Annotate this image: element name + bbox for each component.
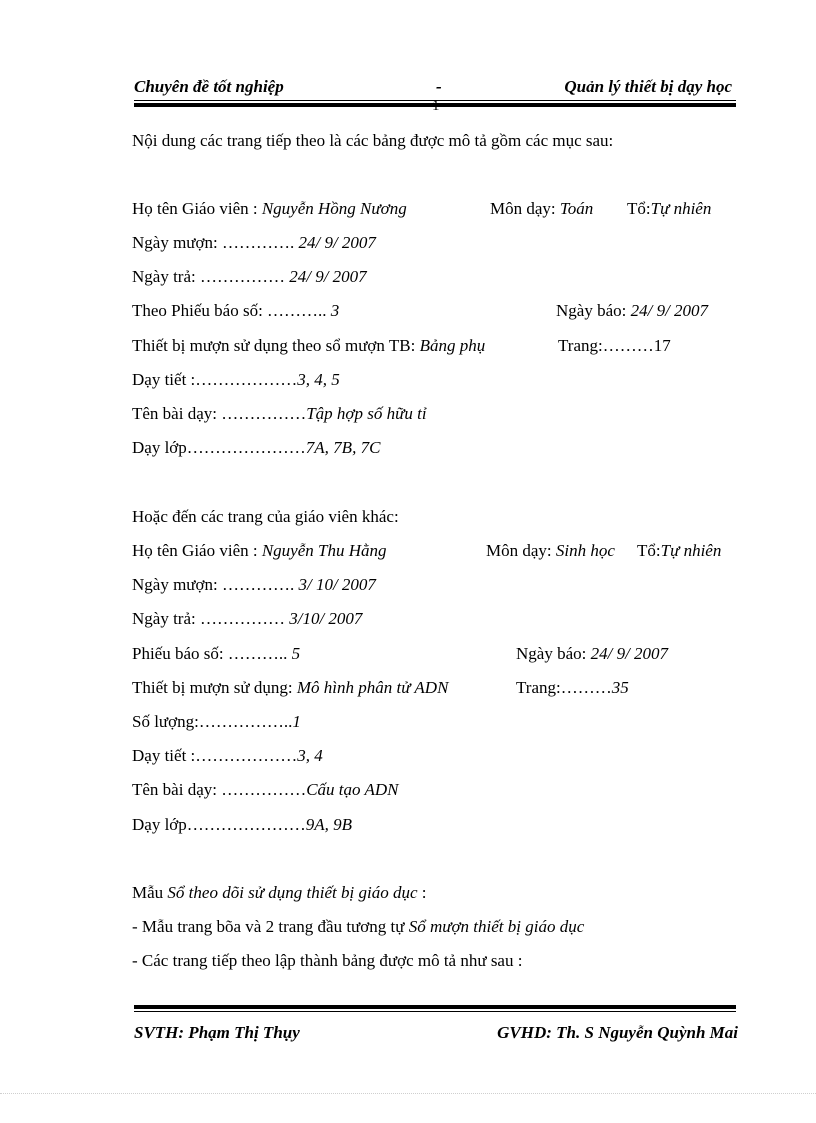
r1-lesson-label: Tên bài dạy: …………… (132, 404, 307, 423)
r2-report-date-line (516, 644, 668, 664)
r2-lesson-line (132, 780, 398, 800)
r1-teacher-value: Nguyễn Hồng Nương (261, 199, 407, 218)
footer-right: GVHD: Th. S Nguyễn Quỳnh Mai (497, 1023, 738, 1042)
r1-page-line (558, 336, 671, 356)
header-right: Quản lý thiết bị dạy học (564, 77, 732, 96)
r2-slip-label: Phiếu báo số: ……….. (132, 644, 292, 663)
footer-rule-thin (134, 1011, 736, 1012)
r1-lesson-value: Tập hợp số hữu tỉ (306, 404, 427, 423)
r1-class-line (132, 438, 380, 458)
r2-subject-line (486, 541, 615, 561)
r1-group-label: Tổ: (627, 199, 651, 218)
r2-page-value: 35 (611, 678, 629, 697)
r2-slip-value: 5 (291, 644, 301, 663)
r1-borrow-line (132, 233, 376, 253)
r2-teacher-value: Nguyễn Thu Hằng (261, 541, 387, 560)
r2-period-value: 3, 4 (297, 746, 323, 765)
r1-report-date-line (556, 301, 708, 321)
r2-report-date-label: Ngày báo: (516, 644, 591, 663)
r2-page-label: Trang:……… (516, 678, 612, 697)
r2-group-value: Tự nhiên (660, 541, 722, 560)
r1-class-value: 7A, 7B, 7C (305, 438, 381, 457)
r1-subject-value: Toán (559, 199, 594, 218)
template-line-1-title: Sổ theo dõi sử dụng thiết bị giáo dục (167, 883, 418, 902)
r2-return-value: 3/10/ 2007 (289, 609, 363, 628)
r2-report-date-value: 24/ 9/ 2007 (590, 644, 669, 663)
template-line-3: - Các trang tiếp theo lập thành bảng được mô tả như sau : (132, 951, 523, 970)
r1-class-label: Dạy lớp………………… (132, 438, 306, 457)
r1-device-value: Bảng phụ (419, 336, 486, 355)
r2-device-value: Mô hình phân tử ADN (296, 678, 449, 697)
template-line-2 (132, 917, 584, 937)
r1-group-line (627, 199, 711, 219)
r1-device-line (132, 336, 485, 356)
r1-report-date-value: 24/ 9/ 2007 (630, 301, 709, 320)
r2-device-label: Thiết bị mượn sử dụng: (132, 678, 297, 697)
template-line-1-suffix: : (417, 883, 427, 902)
r2-device-line (132, 678, 448, 698)
template-line-1 (132, 883, 427, 903)
intro-text: Nội dung các trang tiếp theo là các bảng được mô tả gồm các mục sau: (132, 131, 614, 150)
r2-teacher-line (132, 541, 387, 561)
r1-group-value: Tự nhiên (650, 199, 712, 218)
r1-subject-label: Môn dạy: (490, 199, 560, 218)
r2-period-line (132, 746, 323, 766)
template-line-2-prefix: - Mẫu trang bõa và 2 trang đầu tương tự (132, 917, 409, 936)
header-center-dash: - (436, 77, 442, 96)
r1-device-label: Thiết bị mượn sử dụng theo sổ mượn TB: (132, 336, 420, 355)
page-bottom-dotted-edge (0, 1093, 816, 1094)
template-line-2-title: Sổ mượn thiết bị giáo dục (408, 917, 585, 936)
r2-return-label: Ngày trả: …………… (132, 609, 290, 628)
page-number: 1- (432, 98, 445, 114)
r2-qty-label: Số lượng:…………….. (132, 712, 293, 731)
r1-period-label: Dạy tiết :……………… (132, 370, 298, 389)
other-intro-text: Hoặc đến các trang của giáo viên khác: (132, 507, 399, 526)
r2-group-line (637, 541, 721, 561)
r1-teacher-label: Họ tên Giáo viên : (132, 199, 262, 218)
r2-class-line (132, 815, 352, 835)
footer-rule-thick (134, 1005, 736, 1009)
header-left: Chuyên đề tốt nghiệp (134, 77, 284, 96)
r1-report-date-label: Ngày báo: (556, 301, 631, 320)
r1-slip-line (132, 301, 339, 321)
r2-return-line (132, 609, 362, 629)
r1-period-value: 3, 4, 5 (297, 370, 340, 389)
r1-return-line (132, 267, 367, 287)
template-line-1-prefix: Mẫu (132, 883, 168, 902)
r2-teacher-label: Họ tên Giáo viên : (132, 541, 262, 560)
r2-class-label: Dạy lớp………………… (132, 815, 306, 834)
r2-qty-value: 1 (292, 712, 301, 731)
r2-borrow-value: 3/ 10/ 2007 (298, 575, 376, 594)
r1-slip-label: Theo Phiếu báo số: ……….. (132, 301, 331, 320)
r2-group-label: Tổ: (637, 541, 661, 560)
r2-subject-value: Sinh học (555, 541, 615, 560)
r2-lesson-label: Tên bài dạy: …………… (132, 780, 307, 799)
r2-lesson-value: Cấu tạo ADN (306, 780, 399, 799)
r1-return-label: Ngày trả: …………… (132, 267, 290, 286)
r2-borrow-label: Ngày mượn: …………. (132, 575, 299, 594)
r1-borrow-label: Ngày mượn: …………. (132, 233, 299, 252)
r1-page-value: 17 (653, 336, 671, 355)
r2-period-label: Dạy tiết :……………… (132, 746, 298, 765)
r1-teacher-line (132, 199, 407, 219)
r2-class-value: 9A, 9B (305, 815, 353, 834)
r2-borrow-line (132, 575, 376, 595)
r2-slip-line (132, 644, 300, 664)
r1-return-value: 24/ 9/ 2007 (289, 267, 367, 286)
r1-subject-line (490, 199, 593, 219)
r1-slip-value: 3 (330, 301, 340, 320)
footer-left: SVTH: Phạm Thị Thụy (134, 1023, 300, 1042)
r2-subject-label: Môn dạy: (486, 541, 556, 560)
r1-borrow-value: 24/ 9/ 2007 (298, 233, 376, 252)
r1-lesson-line (132, 404, 427, 424)
r2-qty-line (132, 712, 301, 732)
r2-page-line (516, 678, 629, 698)
r1-period-line (132, 370, 340, 390)
r1-page-label: Trang:……… (558, 336, 654, 355)
